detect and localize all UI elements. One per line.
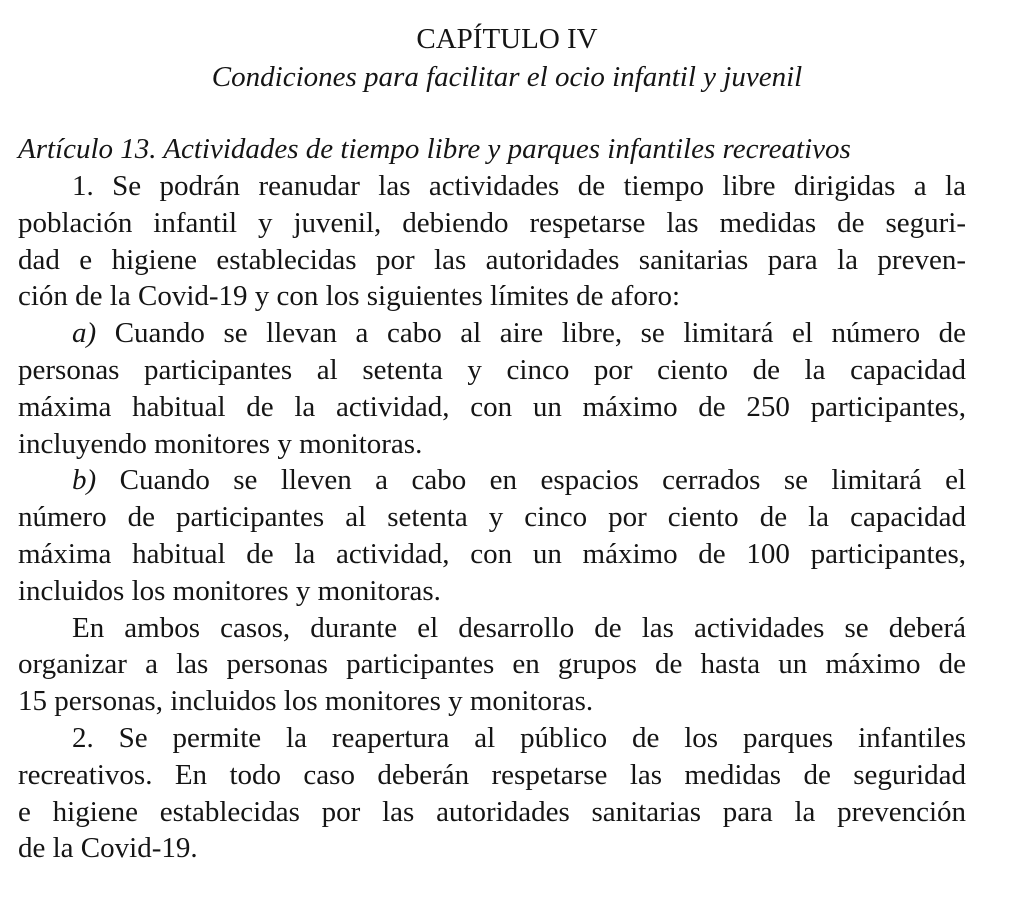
paragraph-line: e higiene establecidas por las autoridades sanitarias para la prevención [18,795,966,828]
paragraph-both-cases [18,610,966,720]
paragraph-line: 1. Se podrán reanudar las actividades de tiempo libre dirigidas a la [72,170,966,202]
paragraph-line: de la Covid-19. [18,832,198,865]
paragraph-line: En ambos casos, durante el desarrollo de las actividades se deberá [72,611,966,644]
paragraph-line-text: Cuando se lleven a cabo en espacios cerrados se limitará el [96,464,966,497]
paragraph-line: máxima habitual de la actividad, con un máximo de 250 participantes, [18,390,966,423]
paragraph-line: dad e higiene establecidas por las autoridades sanitarias para la preven- [18,243,966,276]
chapter-heading: CAPÍTULO IV [416,23,598,55]
paragraph-line: población infantil y juvenil, debiendo respetarse las medidas de seguri- [18,206,966,239]
chapter-subtitle: Condiciones para facilitar el ocio infantil y juvenil [211,61,803,93]
paragraph-1 [18,168,966,315]
article-title: Artículo 13. Actividades de tiempo libre y parques infantiles recreativos [18,133,851,165]
paragraph-line [18,315,966,352]
paragraph-line: 15 personas, incluidos los monitores y monitoras. [18,685,594,718]
document-page [18,20,966,867]
list-letter-b: b) [72,464,97,497]
list-letter-a: a) [72,317,97,350]
paragraph-line: incluyendo monitores y monitoras. [18,427,423,460]
paragraph-line: recreativos. En todo caso deberán respetarse las medidas de seguridad [18,758,966,791]
paragraph-a [18,315,966,462]
paragraph-line: incluidos los monitores y monitoras. [18,574,441,607]
paragraph-line-text: Cuando se llevan a cabo al aire libre, se limitará el número de [96,317,966,350]
paragraph-line: personas participantes al setenta y cinco por ciento de la capacidad [18,353,966,386]
paragraph-b [18,462,966,609]
paragraph-2 [18,720,966,867]
paragraph-line: ción de la Covid-19 y con los siguientes límites de aforo: [18,280,681,313]
paragraph-line: número de participantes al setenta y cinco por ciento de la capacidad [18,501,966,534]
paragraph-line: 2. Se permite la reapertura al público de los parques infantiles [72,721,966,754]
paragraph-line: máxima habitual de la actividad, con un máximo de 100 participantes, [18,537,966,570]
paragraph-line [18,462,966,499]
paragraph-line: organizar a las personas participantes en grupos de hasta un máximo de [18,648,966,681]
